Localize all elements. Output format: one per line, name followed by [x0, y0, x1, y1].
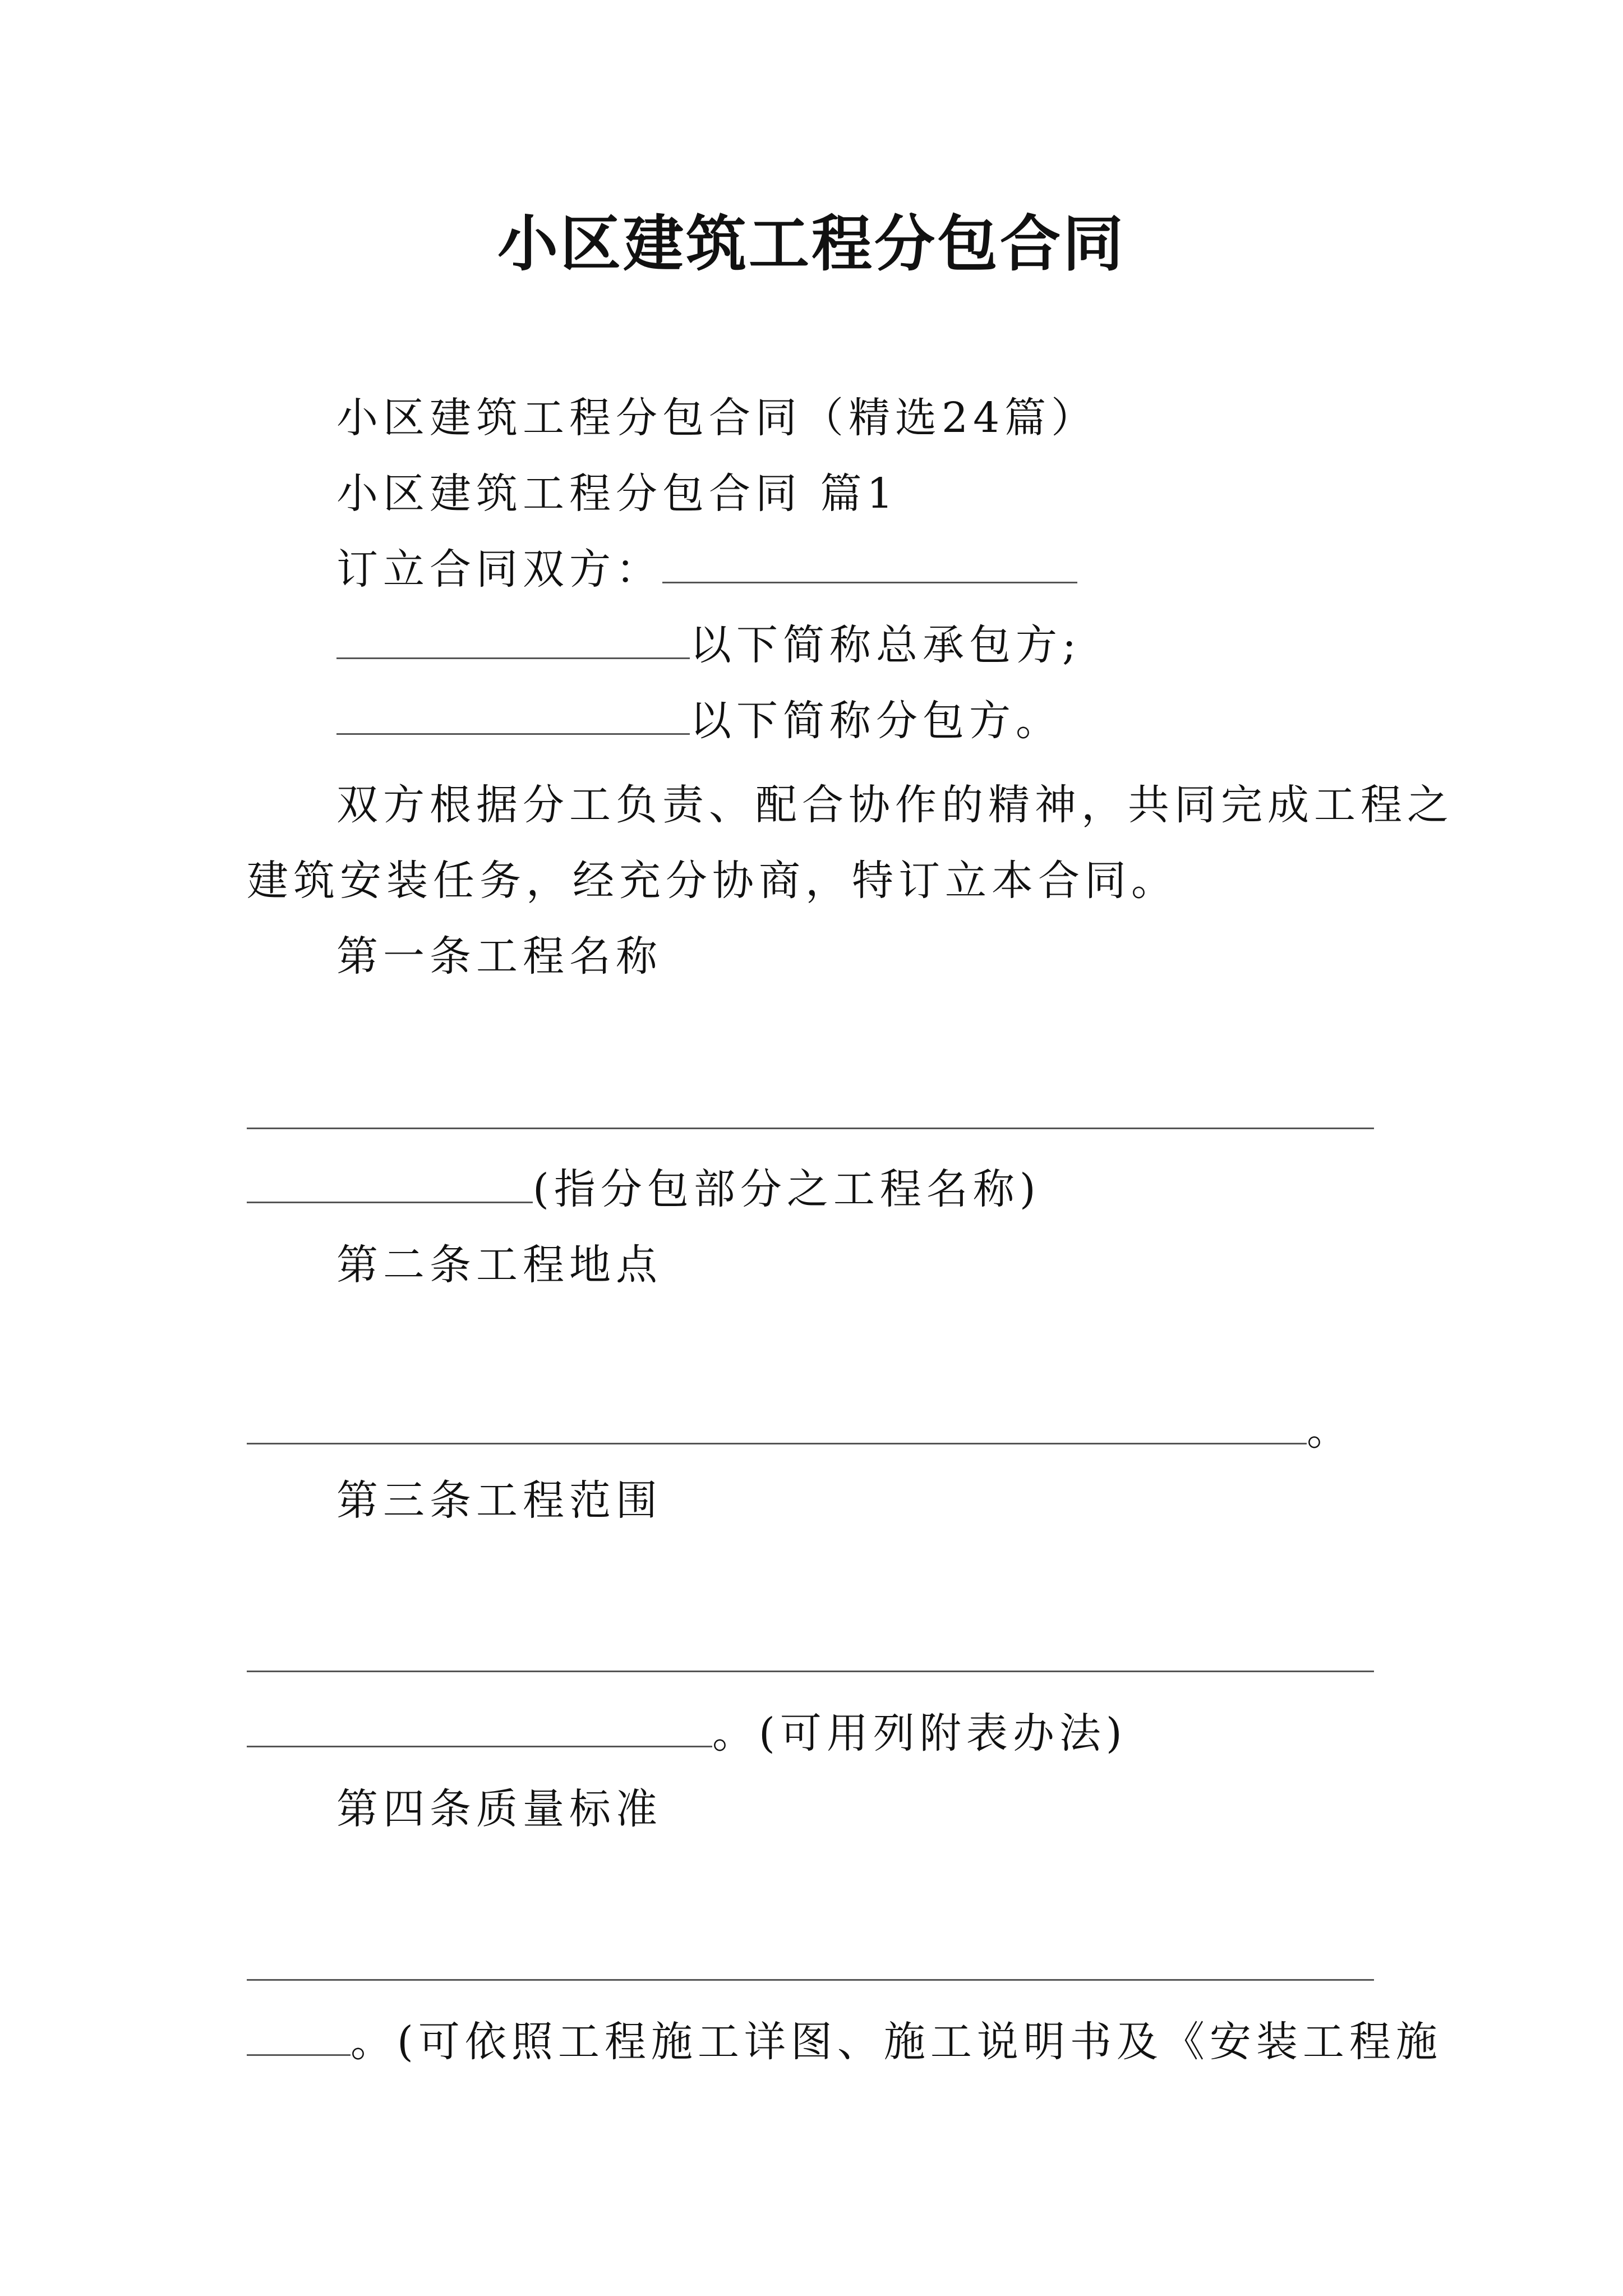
preamble-line-2: 建筑安装任务，经充分协商，特订立本合同。 — [247, 857, 1178, 905]
subcontractor-line — [336, 693, 1062, 749]
article3-note: 。(可用列附表办法) — [712, 1709, 1127, 1757]
article3-blank — [247, 1711, 712, 1747]
article2-end: 。 — [1307, 1406, 1353, 1455]
article3-fill-rule — [247, 1671, 1374, 1672]
article3-heading: 第三条工程范围 — [336, 1476, 662, 1525]
parties-label: 订立合同双方： — [336, 545, 662, 593]
article4-fill-rule — [247, 1979, 1374, 1981]
document-subtitle: 小区建筑工程分包合同（精选24篇） — [336, 394, 1098, 442]
article2-blank — [247, 1408, 1307, 1444]
article2-heading: 第二条工程地点 — [336, 1241, 662, 1289]
article1-blank — [247, 1167, 533, 1203]
article3-note-line — [247, 1705, 1127, 1761]
parties-line — [336, 541, 1077, 597]
document-title: 小区建筑工程分包合同 — [497, 209, 1126, 279]
article4-heading: 第四条质量标准 — [336, 1785, 662, 1833]
contractor-suffix: 以下简称总承包方; — [690, 621, 1081, 669]
article1-note-line — [247, 1161, 1041, 1217]
subcontractor-suffix: 以下简称分包方。 — [690, 697, 1062, 745]
contractor-line — [336, 617, 1081, 673]
party-blank — [662, 547, 1077, 583]
preamble-line-1: 双方根据分工负责、配合协作的精神，共同完成工程之 — [336, 781, 1454, 829]
article2-fill-line — [247, 1402, 1353, 1458]
article4-note: 。(可依照工程施工详图、施工说明书及《安装工程施 — [351, 2018, 1442, 2066]
contractor-blank — [336, 623, 690, 659]
article1-fill-rule — [247, 1128, 1374, 1129]
subcontractor-blank — [336, 698, 690, 735]
article1-note: (指分包部分之工程名称) — [533, 1165, 1041, 1213]
section-heading: 小区建筑工程分包合同 篇1 — [336, 470, 898, 518]
article4-blank — [247, 2019, 351, 2056]
article1-heading: 第一条工程名称 — [336, 932, 662, 981]
article4-note-line — [247, 2014, 1442, 2070]
